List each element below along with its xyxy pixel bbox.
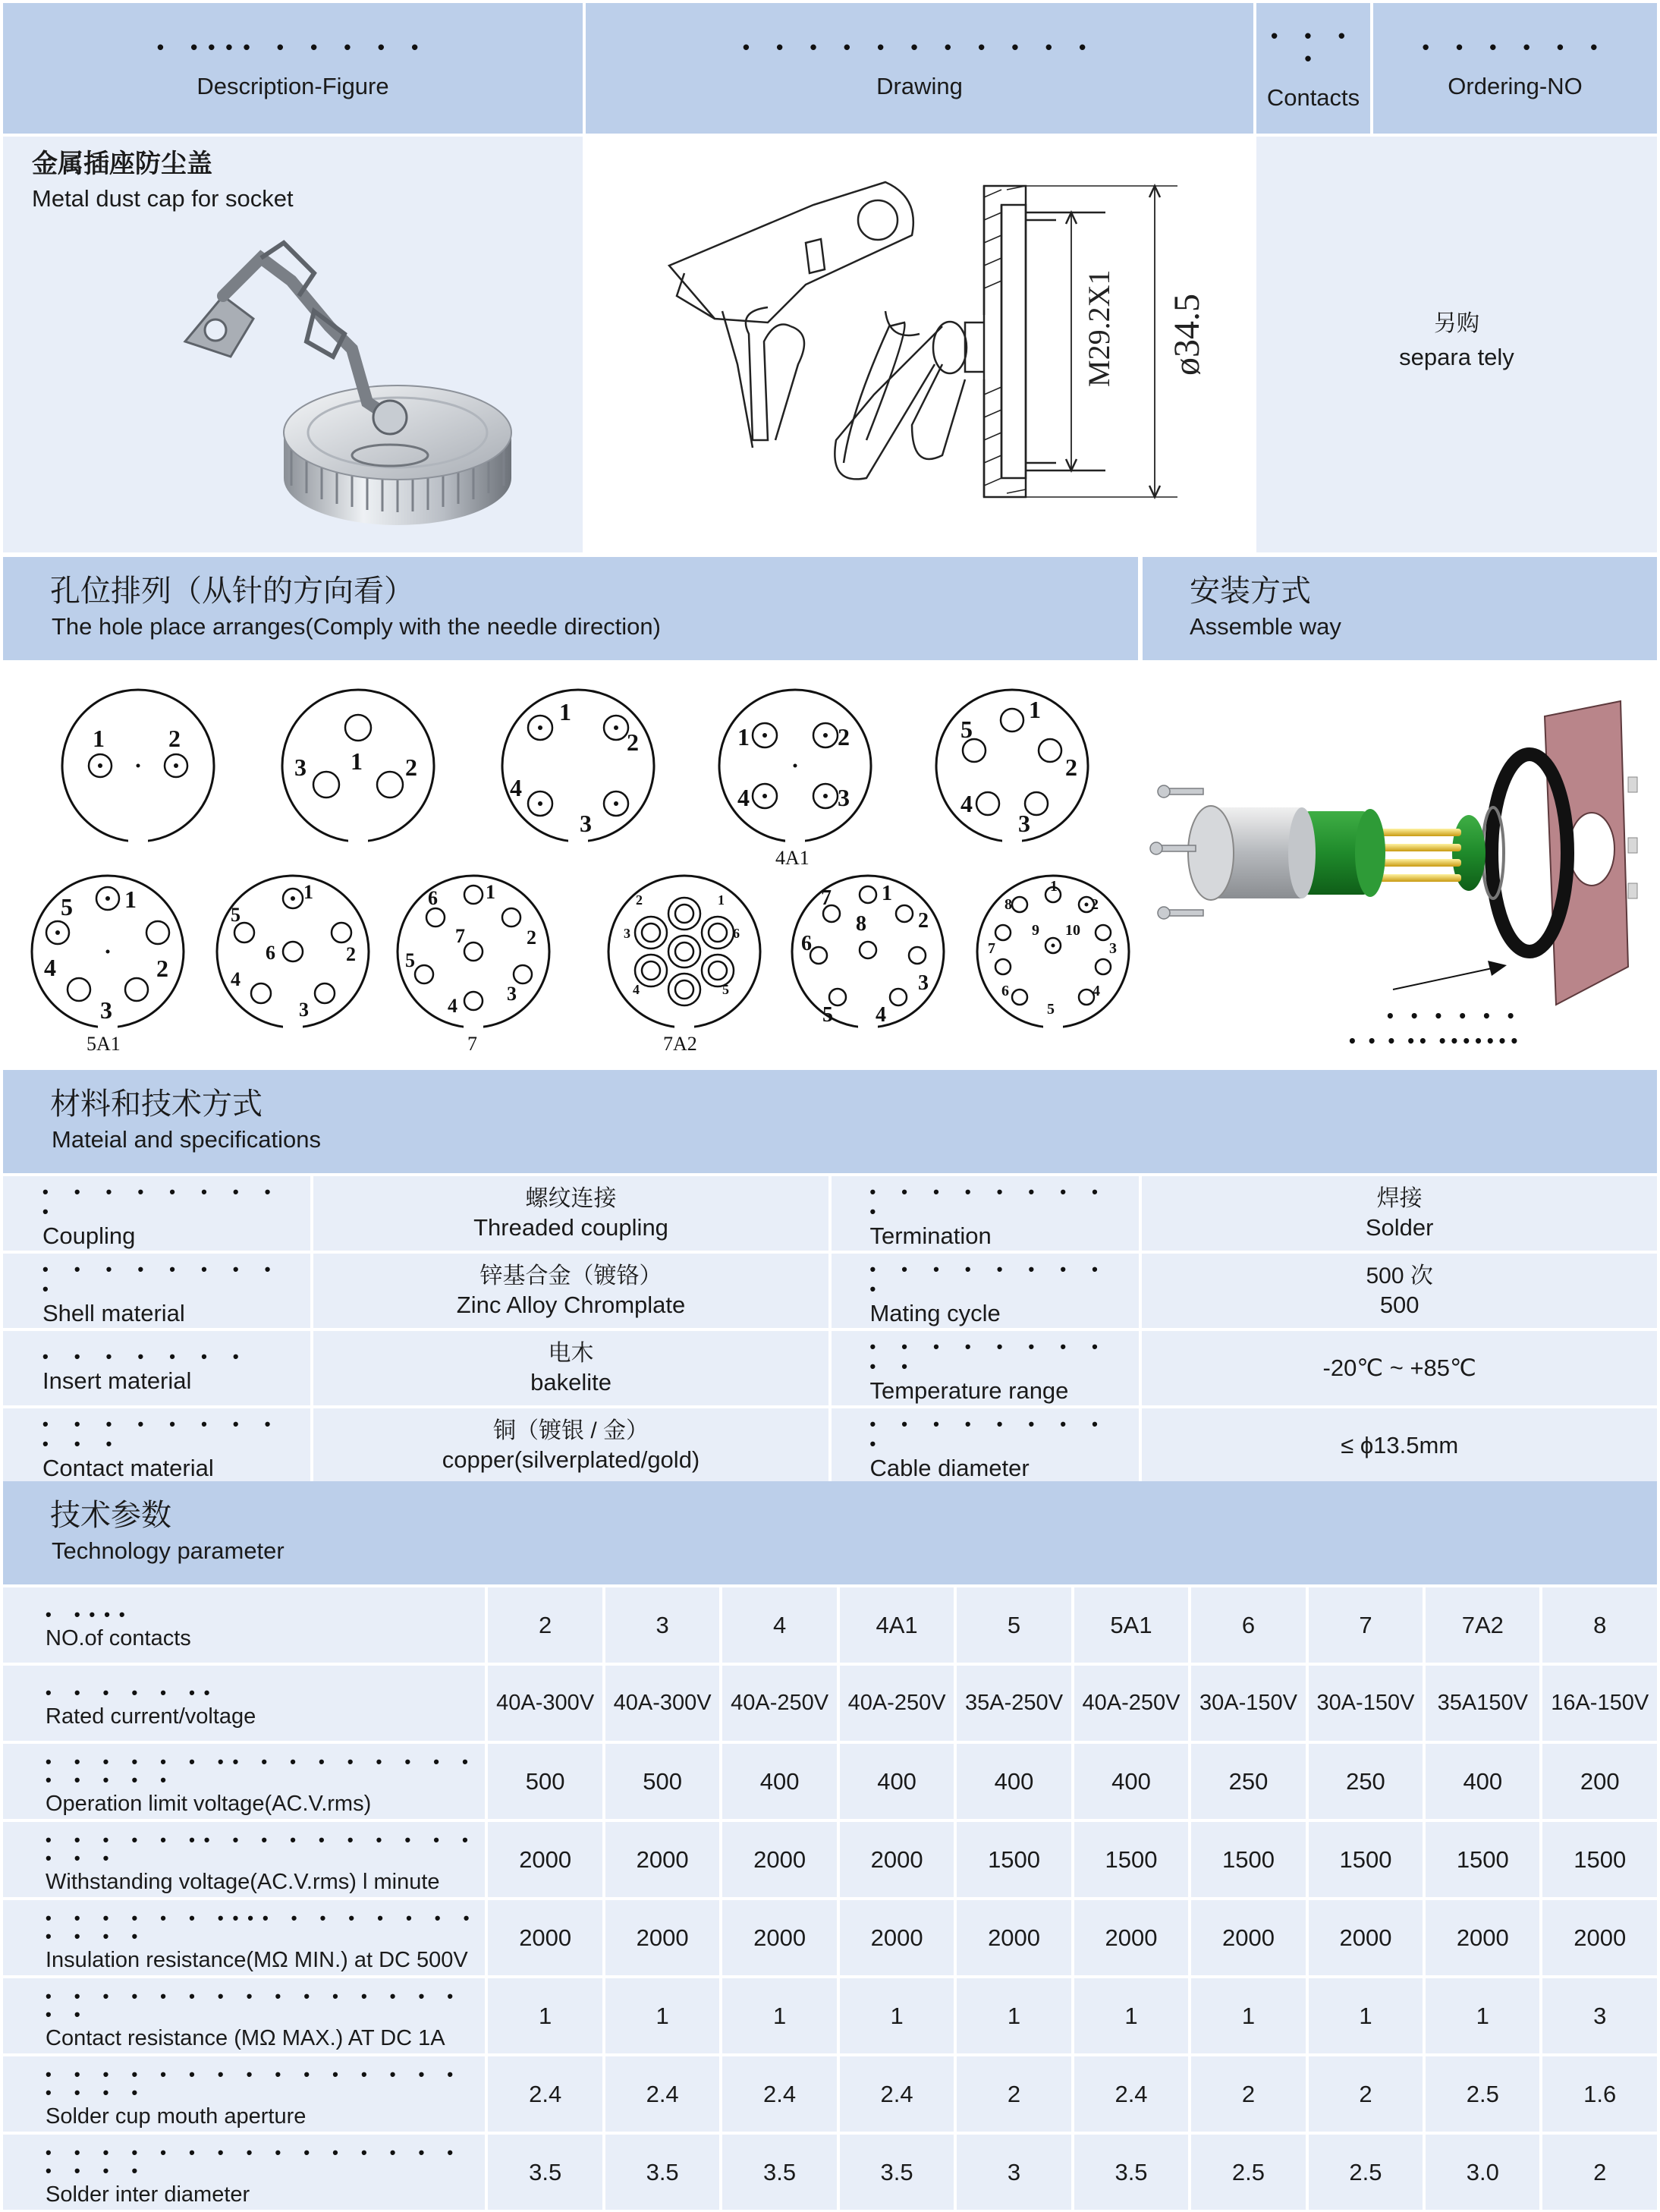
tech-value-cell: 40A-250V [1074,1666,1188,1741]
tech-value-cell: 40A-250V [722,1666,836,1741]
tech-value-cell: 1500 [1426,1822,1539,1897]
assemble-exploded-view [1143,663,1657,1065]
spec-value-left [313,1176,829,1251]
tech-value-cell: 3.5 [722,2135,836,2210]
product-description-cell [3,137,583,552]
tech-value-cell: 400 [840,1744,954,1819]
header-ordering-dots: • • • • • • [1422,36,1608,58]
dust-cap-photo [140,228,564,546]
tech-value-cell: 200 [1542,1744,1657,1819]
pin-7-6: 6 [428,887,438,909]
tech-value-cell: 1500 [1542,1822,1657,1897]
pin-10-2: 2 [1091,896,1099,913]
tech-param-name: Withstanding voltage(AC.V.rms) l minute [46,1869,440,1894]
header-drawing [586,3,1253,134]
header-description [3,3,583,134]
pin-10-6: 6 [1001,983,1009,999]
materials-row [3,1331,1657,1405]
dim-diameter: ø34.5 [1167,294,1207,376]
pin-7-7: 7 [455,925,465,947]
tech-value-cell: 500 [605,1744,719,1819]
tech-value-cell: 2.5 [1309,2135,1423,2210]
tech-value-cell: 8 [1542,1587,1657,1663]
spec-value-right-zh: 焊接 [1376,1186,1423,1211]
spec-value-left-zh: 电木 [548,1341,594,1366]
pin-10-8: 8 [1004,896,1012,913]
tech-value-cell: 4 [722,1587,836,1663]
pin-10-3: 3 [1109,940,1117,957]
spec-value-left-en: Threaded coupling [473,1214,668,1241]
spec-value-right [1142,1254,1657,1328]
spec-value-right-zh: 500 次 [1366,1263,1433,1288]
pin-4-4: 4 [510,774,522,801]
pin-7-2: 2 [527,927,536,949]
tech-value-cell: 2000 [1426,1900,1539,1975]
pin-4a1-4: 4 [737,784,750,811]
spec-label-left [3,1176,310,1251]
tech-value-cell: 1500 [957,1822,1071,1897]
tech-value-cell: 2000 [1191,1900,1305,1975]
pin-6-4: 4 [231,968,241,990]
pin-7-3: 3 [507,983,517,1005]
layout-label-7: 7 [467,1033,477,1055]
tech-section-header [3,1481,1657,1584]
tech-value-cell: 400 [722,1744,836,1819]
materials-row [3,1176,1657,1251]
tech-value-cell: 3 [1542,1978,1657,2053]
tech-value-cell: 35A-250V [957,1666,1071,1741]
tech-param-name: Operation limit voltage(AC.V.rms) [46,1791,372,1816]
tech-param-label [3,2056,485,2132]
tech-value-cell: 2.4 [840,2056,954,2132]
pin-8-5: 5 [822,1003,833,1027]
tech-param-name: Solder inter diameter [46,2182,250,2207]
ordering-zh: 另购 [1434,311,1479,336]
pin-7-5: 5 [405,949,415,971]
pin-6-2: 2 [346,943,356,965]
spec-value-right-en: ≤ ϕ13.5mm [1341,1432,1459,1458]
tech-value-cell: 1 [722,1978,836,2053]
pin-5a1-1: 1 [124,886,137,913]
dim-thread: M29.2X1 [1082,269,1116,387]
tech-param-label [3,1978,485,2053]
pin-10-10: 10 [1065,922,1080,939]
tech-parameter-table [0,1584,1660,2212]
tech-value-cell: 2.4 [722,2056,836,2132]
tech-param-label [3,1900,485,1975]
tech-value-cell: 2 [1191,2056,1305,2132]
tech-value-cell: 400 [1426,1744,1539,1819]
tech-param-name: NO.of contacts [46,1625,191,1650]
spec-label-left-dots: • • • • • • • • • [42,1260,281,1298]
materials-row [3,1254,1657,1328]
tech-param-name: Contact resistance (MΩ MAX.) AT DC 1A [46,2025,445,2050]
tech-param-dots: • •••• [46,1604,134,1624]
pin-7a2-1: 1 [718,892,725,908]
tech-value-cell: 2000 [605,1822,719,1897]
pin-5a1-3: 3 [100,996,112,1024]
tech-param-name: Rated current/voltage [46,1704,256,1729]
pin-8-2: 2 [918,909,929,933]
tech-value-cell: 2.4 [1074,2056,1188,2132]
tech-value-cell: 2.4 [605,2056,719,2132]
tech-value-cell: 1 [488,1978,602,2053]
tech-value-cell: 4A1 [840,1587,954,1663]
pin-8-1: 1 [882,882,892,905]
spec-label-left-dots: • • • • • • • [42,1347,250,1366]
tech-param-dots: • • • • • • • • • • • • • • • • • [46,1986,463,2024]
tech-row [3,1744,1657,1819]
pin-7-1: 1 [486,881,495,903]
tech-value-cell: 2 [1542,2135,1657,2210]
spec-label-right-dots: • • • • • • • • • [869,1182,1108,1221]
tech-param-label [3,1587,485,1663]
tech-row [3,2056,1657,2132]
spec-label-right-dots: • • • • • • • • • • [869,1337,1108,1376]
assemble-title-en: Assemble way [1190,613,1341,640]
spec-value-right [1142,1331,1657,1405]
tech-value-cell: 2000 [722,1900,836,1975]
tech-value-cell: 30A-150V [1309,1666,1423,1741]
pin-3-1: 1 [351,747,363,775]
tech-value-cell: 2000 [1542,1900,1657,1975]
header-ordering [1373,3,1657,134]
spec-value-left [313,1408,829,1483]
product-ordering-cell [1256,137,1657,552]
pin-2-2: 2 [168,725,181,752]
materials-table [0,1173,1660,1486]
tech-value-cell: 2 [488,1587,602,1663]
hole-arrangement-diagrams [3,663,1138,1065]
pin-5a1-2: 2 [156,955,168,982]
pin-4-1: 1 [559,698,571,725]
tech-row [3,1900,1657,1975]
tech-param-label [3,1822,485,1897]
tech-value-cell: 2 [957,2056,1071,2132]
spec-label-left-text: Coupling [42,1222,136,1249]
product-drawing-cell [586,137,1253,552]
materials-title-en: Mateial and specifications [52,1126,321,1153]
tech-value-cell: 2000 [722,1822,836,1897]
spec-label-left [3,1331,310,1405]
pin-7a2-2: 2 [636,892,643,908]
header-contacts [1256,3,1370,134]
spec-label-right-text: Temperature range [869,1377,1069,1404]
tech-value-cell: 1.6 [1542,2056,1657,2132]
ordering-en: separa tely [1399,344,1514,370]
tech-row [3,2135,1657,2210]
tech-value-cell: 3 [957,2135,1071,2210]
pin-10-7: 7 [988,940,995,957]
tech-param-dots: • • • • • • •••• • • • • • • • • • • • [46,1908,479,1946]
spec-value-left-zh: 螺纹连接 [525,1186,617,1211]
spec-value-right [1142,1176,1657,1251]
tech-value-cell: 7A2 [1426,1587,1539,1663]
tech-value-cell: 3.5 [605,2135,719,2210]
spec-label-right [832,1331,1139,1405]
header-description-dots: • •••• • • • • • [156,36,429,58]
spec-value-left [313,1331,829,1405]
spec-label-left-dots: • • • • • • • • • • • [42,1414,281,1453]
spec-value-left [313,1254,829,1328]
layout-label-4a1: 4A1 [775,847,810,869]
spec-label-right-text: Mating cycle [869,1300,1001,1326]
tech-value-cell: 40A-300V [488,1666,602,1741]
tech-param-dots: • • • • • • • • • • • • • • • • • • • [46,2064,463,2102]
assemble-section-header [1143,557,1657,660]
tech-param-dots: • • • • • • •• • • • • • • • • • • • • • [46,1751,477,1789]
materials-title-zh: 材料和技术方式 [50,1087,263,1121]
pin-5-4: 4 [960,790,973,817]
tech-value-cell: 3 [605,1587,719,1663]
header-contacts-label: Contacts [1266,84,1360,111]
header-description-label: Description-Figure [196,73,389,99]
tech-value-cell: 2000 [840,1822,954,1897]
tech-title-en: Technology parameter [52,1537,285,1564]
tech-param-dots: • • • • • •• • • • • • • • • • • • • [46,1830,477,1867]
tech-value-cell: 7 [1309,1587,1423,1663]
spec-value-left-zh: 铜（镀银 / 金） [493,1418,649,1443]
pin-6-3: 3 [299,999,309,1021]
tech-value-cell: 2.5 [1426,2056,1539,2132]
spec-label-right [832,1408,1139,1483]
tech-value-cell: 1 [1309,1978,1423,2053]
tech-value-cell: 35A150V [1426,1666,1539,1741]
tech-param-dots: • • • • • •• [46,1682,219,1702]
tech-value-cell: 1 [1074,1978,1188,2053]
tech-value-cell: 30A-150V [1191,1666,1305,1741]
tech-value-cell: 2000 [1309,1900,1423,1975]
hole-arrangements [3,663,1138,1065]
tech-param-dots: • • • • • • • • • • • • • • • • • • • [46,2142,463,2180]
dust-cap-technical-drawing [586,137,1253,552]
tech-value-cell: 500 [488,1744,602,1819]
tech-value-cell: 1 [1191,1978,1305,2053]
pin-5-2: 2 [1065,754,1077,781]
tech-value-cell: 3.5 [1074,2135,1188,2210]
materials-section-header [3,1070,1657,1173]
pin-8-6: 6 [801,932,812,955]
spec-label-left [3,1408,310,1483]
pin-8-4: 4 [876,1003,886,1027]
pin-5-3: 3 [1018,810,1030,837]
pin-8-3: 3 [918,971,929,995]
pin-4-3: 3 [580,810,592,837]
pin-6-5: 5 [231,904,241,926]
tech-value-cell: 1 [957,1978,1071,2053]
spec-value-right-en: -20℃ ~ +85℃ [1322,1355,1476,1381]
tech-value-cell: 2000 [957,1900,1071,1975]
holes-title-en: The hole place arranges(Comply with the needle direction) [52,613,661,640]
header-drawing-dots: • • • • • • • • • • • [742,36,1097,58]
tech-value-cell: 2000 [840,1900,954,1975]
tech-value-cell: 1 [605,1978,719,2053]
tech-value-cell: 1 [1426,1978,1539,2053]
spec-label-right-dots: • • • • • • • • • [869,1260,1108,1298]
assemble-caption-1: • • • • • • [1385,1007,1520,1025]
spec-value-left-zh: 锌基合金（镀铬） [479,1263,662,1288]
assemble-illustration-cell [1143,663,1657,1065]
tech-value-cell: 2000 [488,1822,602,1897]
tech-value-cell: 3.5 [840,2135,954,2210]
pin-5a1-4: 4 [44,954,56,981]
pin-7a2-5: 5 [722,982,729,997]
layout-label-7a2: 7A2 [663,1033,697,1055]
pin-8-8: 8 [856,912,866,936]
tech-value-cell: 40A-300V [605,1666,719,1741]
spec-label-left [3,1254,310,1328]
spec-label-left-dots: • • • • • • • • • [42,1182,281,1221]
spec-value-right [1142,1408,1657,1483]
pin-7a2-4: 4 [633,982,640,997]
spec-value-left-en: copper(silverplated/gold) [442,1446,700,1473]
pin-10-1: 1 [1050,878,1058,895]
tech-value-cell: 2.5 [1191,2135,1305,2210]
assemble-caption-2: • • • •• ••••••• [1347,1032,1522,1050]
tech-value-cell: 2.4 [488,2056,602,2132]
layout-label-5a1: 5A1 [86,1033,121,1055]
pin-3-3: 3 [294,754,307,781]
tech-value-cell: 1 [840,1978,954,2053]
holes-section-header [3,557,1138,660]
spec-label-left-text: Shell material [42,1300,185,1326]
spec-value-left-en: Zinc Alloy Chromplate [456,1292,686,1318]
tech-value-cell: 16A-150V [1542,1666,1657,1741]
tech-value-cell: 2 [1309,2056,1423,2132]
tech-value-cell: 40A-250V [840,1666,954,1741]
pin-10-4: 4 [1093,983,1100,999]
tech-value-cell: 250 [1309,1744,1423,1819]
tech-value-cell: 5 [957,1587,1071,1663]
spec-value-left-en: bakelite [530,1369,611,1395]
tech-param-label [3,2135,485,2210]
pin-7-4: 4 [448,995,457,1017]
tech-value-cell: 1500 [1309,1822,1423,1897]
tech-value-cell: 3.0 [1426,2135,1539,2210]
pin-7a2-3: 3 [624,926,630,941]
spec-label-left-text: Insert material [42,1367,192,1394]
tech-value-cell: 1500 [1074,1822,1188,1897]
tech-row [3,1666,1657,1741]
spec-label-right-dots: • • • • • • • • • [869,1414,1108,1453]
pin-6-6: 6 [266,942,275,964]
pin-6-1: 1 [303,881,313,903]
spec-label-left-text: Contact material [42,1455,214,1481]
spec-value-right-en: 500 [1379,1292,1419,1318]
pin-5-5: 5 [960,716,973,743]
pin-8-7: 7 [821,886,832,910]
spec-value-right-en: Solder [1365,1214,1434,1241]
tech-value-cell: 2000 [488,1900,602,1975]
header-contacts-dots: • • • • [1271,24,1356,70]
product-title-zh: 金属插座防尘盖 [32,149,212,178]
pin-10-5: 5 [1047,1001,1055,1018]
pin-3-2: 2 [405,754,417,781]
tech-row [3,1587,1657,1663]
header-ordering-label: Ordering-NO [1448,73,1583,99]
tech-value-cell: 250 [1191,1744,1305,1819]
tech-param-name: Solder cup mouth aperture [46,2103,307,2129]
tech-value-cell: 5A1 [1074,1587,1188,1663]
tech-row [3,1822,1657,1897]
pin-7a2-6: 6 [733,926,740,941]
tech-title-zh: 技术参数 [50,1499,171,1532]
tech-value-cell: 6 [1191,1587,1305,1663]
pin-4a1-3: 3 [838,784,850,811]
materials-row [3,1408,1657,1483]
spec-label-right [832,1176,1139,1251]
assemble-title-zh: 安装方式 [1190,574,1311,608]
tech-row [3,1978,1657,2053]
pin-10-9: 9 [1032,922,1039,939]
tech-param-label [3,1666,485,1741]
spec-label-right-text: Cable diameter [869,1455,1030,1481]
pin-5-1: 1 [1029,696,1041,723]
pin-4a1-2: 2 [838,723,850,750]
pin-4a1-1: 1 [737,723,750,750]
pin-2-1: 1 [93,725,105,752]
pin-5a1-5: 5 [61,893,73,920]
tech-value-cell: 3.5 [488,2135,602,2210]
tech-value-cell: 2000 [1074,1900,1188,1975]
product-title-en: Metal dust cap for socket [32,185,294,212]
pin-4-2: 2 [627,728,639,756]
tech-param-name: Insulation resistance(MΩ MIN.) at DC 500V [46,1947,468,1972]
header-drawing-label: Drawing [876,73,963,99]
tech-value-cell: 2000 [605,1900,719,1975]
holes-title-zh: 孔位排列（从针的方向看） [50,574,414,608]
tech-value-cell: 1500 [1191,1822,1305,1897]
tech-param-label [3,1744,485,1819]
spec-label-right [832,1254,1139,1328]
tech-value-cell: 400 [957,1744,1071,1819]
spec-label-right-text: Termination [869,1222,992,1249]
tech-value-cell: 400 [1074,1744,1188,1819]
